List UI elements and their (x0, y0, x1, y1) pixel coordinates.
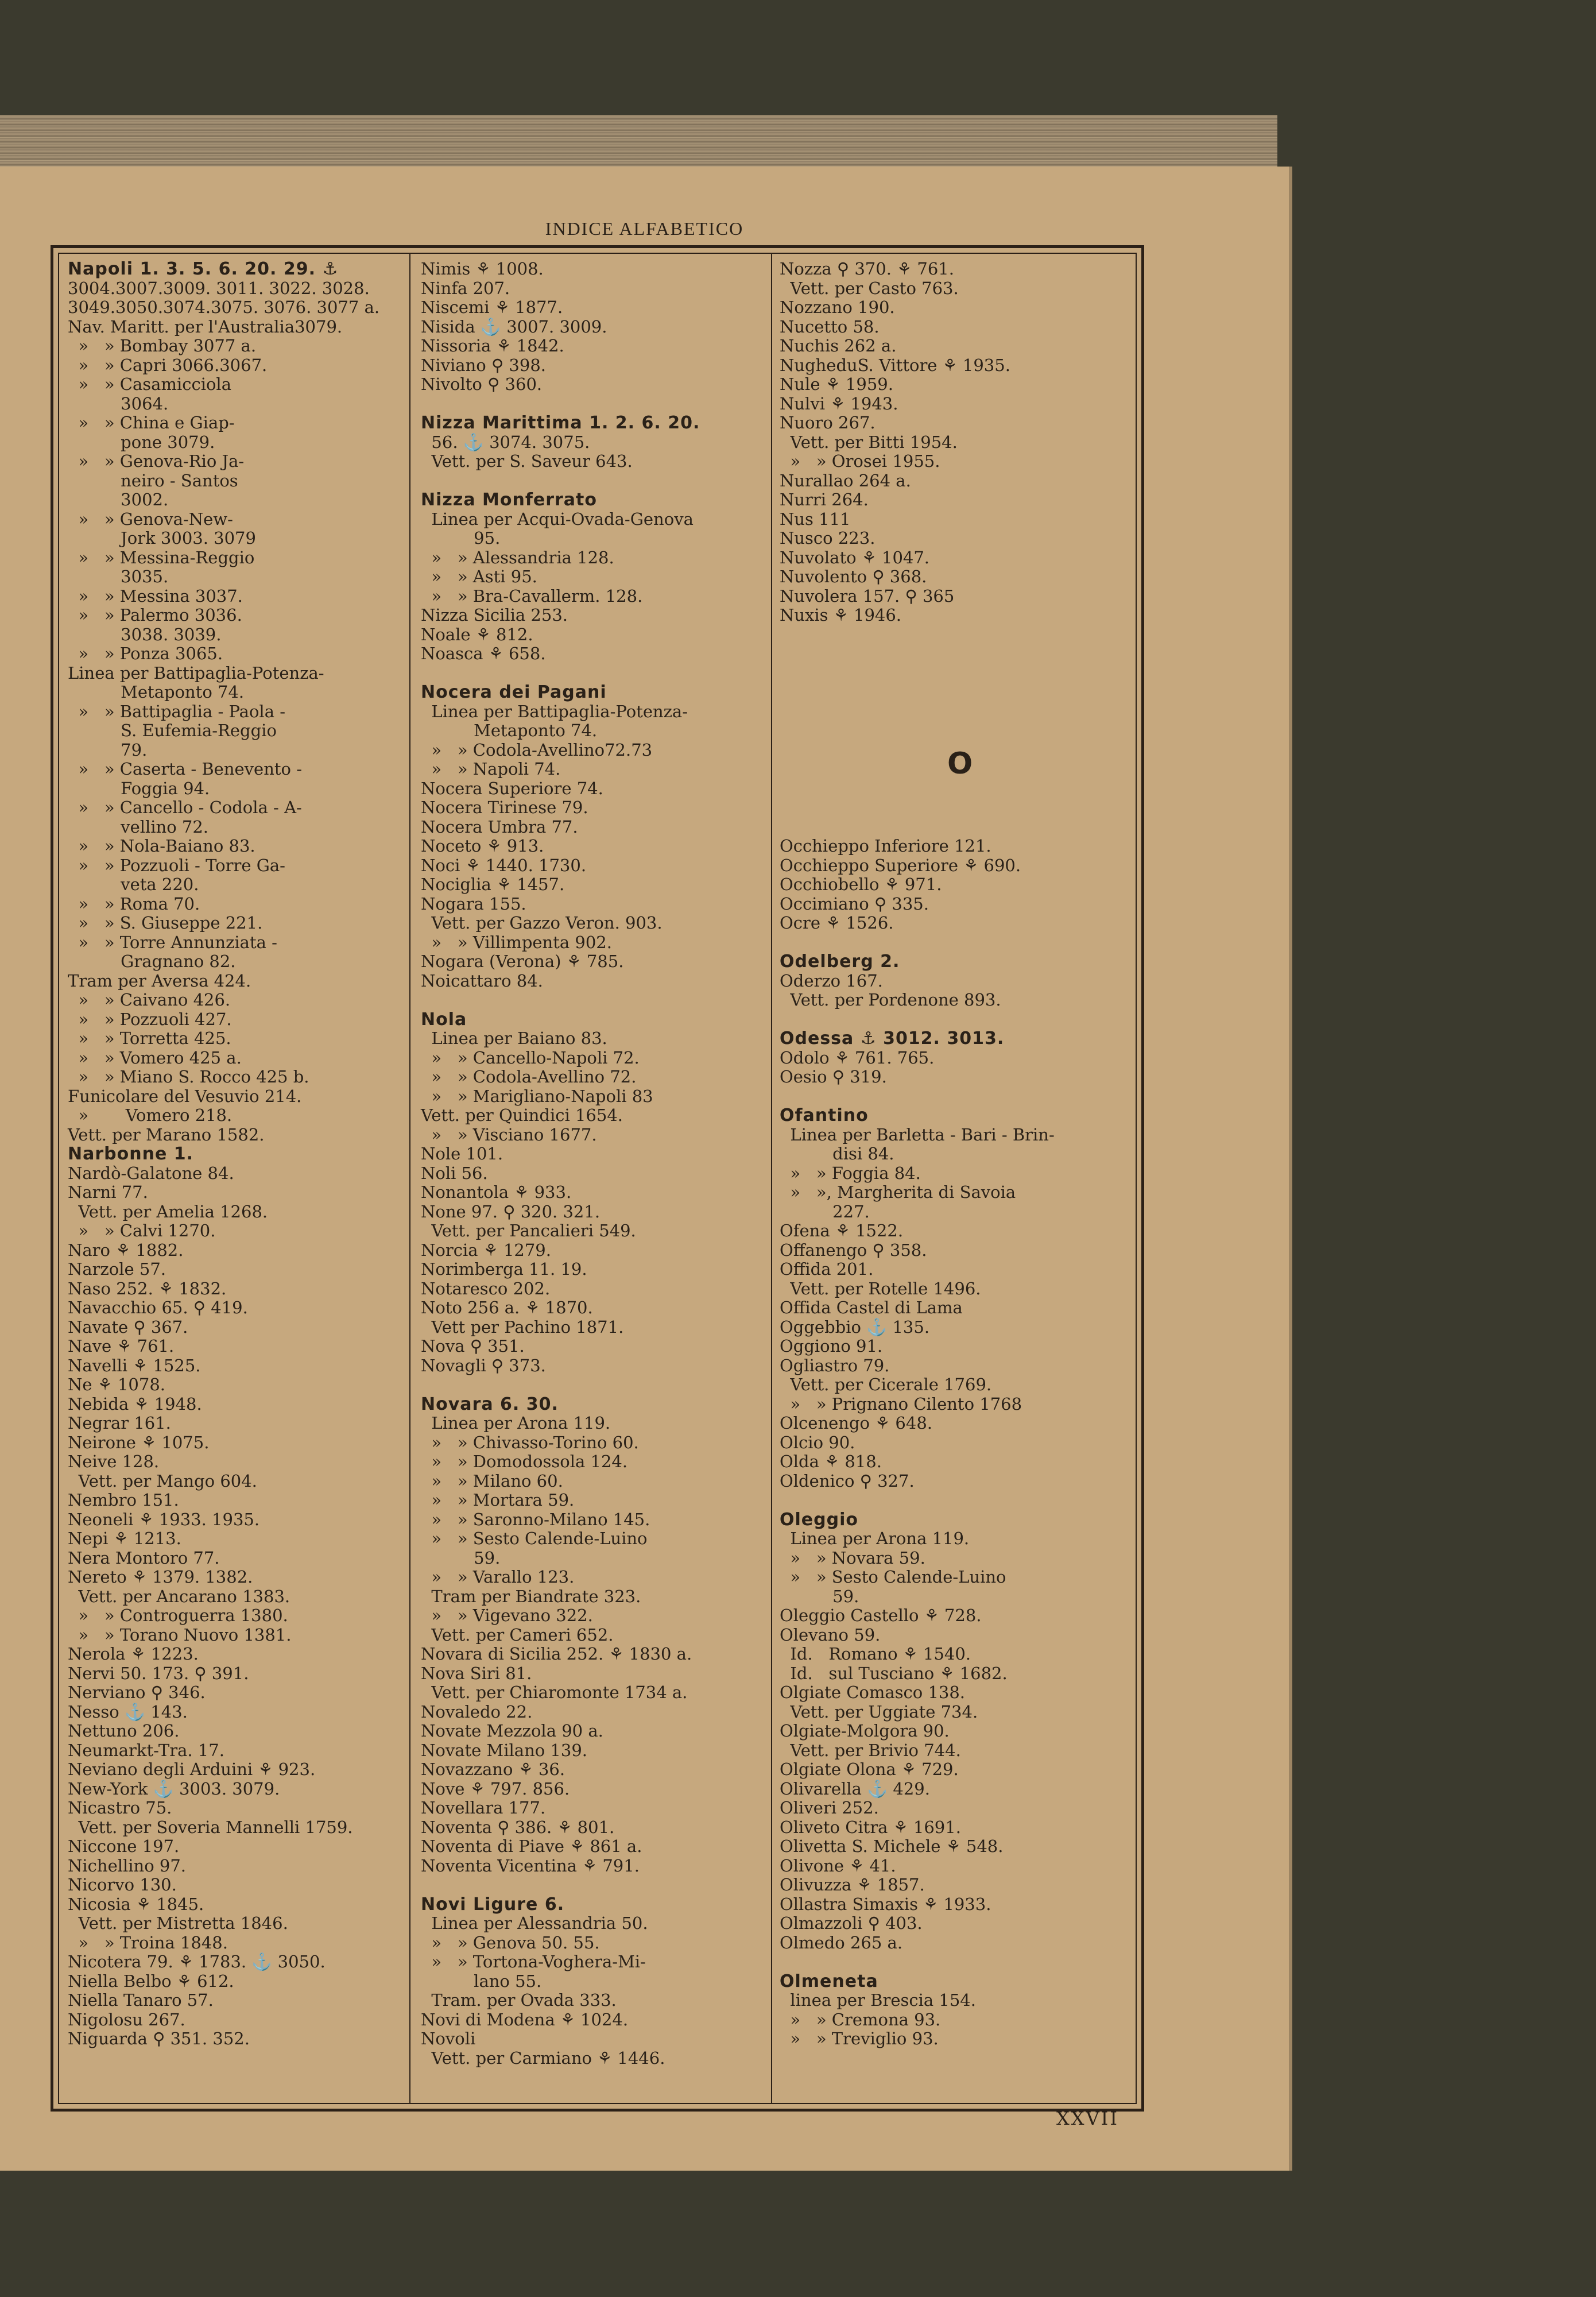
index-entry: Nigolosu 267. (68, 2009, 185, 2029)
index-entry: Tram per Aversa 424. (68, 970, 251, 991)
index-entry: Notaresco 202. (421, 1278, 551, 1298)
index-entry: » » Troina 1848. (68, 1932, 228, 1952)
index-entry: » » Torre Annunziata - (68, 932, 277, 952)
index-heading: Nola (421, 1009, 467, 1030)
index-entry: Nozzano 190. (780, 297, 895, 317)
index-entry: » » Saronno-Milano 145. (421, 1509, 650, 1529)
index-entry: » » Casamicciola (68, 374, 232, 394)
index-entry: » » Orosei 1955. (780, 451, 940, 471)
index-entry: Nuxis ⚘ 1946. (780, 605, 902, 625)
index-entry: Olevano 59. (780, 1625, 881, 1645)
index-entry: » » Chivasso-Torino 60. (421, 1432, 639, 1452)
index-entry: » » Bombay 3077 a. (68, 336, 257, 355)
index-entry: » » Capri 3066.3067. (68, 355, 268, 375)
index-entry: Occhieppo Superiore ⚘ 690. (780, 855, 1021, 875)
index-heading: Nizza Monferrato (421, 490, 598, 510)
index-entry: Vett. per Uggiate 734. (780, 1702, 978, 1722)
index-entry: Odolo ⚘ 761. 765. (780, 1047, 935, 1068)
index-entry: Offida 201. (780, 1259, 874, 1279)
index-entry: S. Eufemia-Reggio (68, 721, 277, 740)
index-entry: Nocera Tirinese 79. (421, 798, 588, 817)
index-heading: Ofantino (780, 1105, 869, 1126)
index-entry: Nocera Superiore 74. (421, 778, 603, 798)
index-entry: » » Genova 50. 55. (421, 1932, 600, 1952)
index-entry: 79. (68, 740, 148, 760)
index-entry: Vett. per Gazzo Veron. 903. (421, 913, 663, 933)
index-entry: Nervi 50. 173. ⚲ 391. (68, 1663, 249, 1683)
index-entry: Nova ⚲ 351. (421, 1336, 525, 1356)
index-entry: Nicastro 75. (68, 1798, 172, 1818)
index-entry: Nisida ⚓ 3007. 3009. (421, 316, 607, 337)
index-entry: Occimiano ⚲ 335. (780, 894, 929, 914)
index-entry: » » Sesto Calende-Luino (780, 1567, 1006, 1587)
index-entry: Vett. per Brivio 744. (780, 1740, 961, 1760)
index-entry: vellino 72. (68, 817, 209, 837)
index-entry: Vett. per Ancarano 1383. (68, 1586, 290, 1606)
index-entry (780, 1010, 1127, 1030)
index-heading: Odelberg 2. (780, 952, 900, 972)
index-entry: Vett. per Carmiano ⚘ 1446. (421, 2048, 665, 2068)
index-entry: lano 55. (421, 1971, 542, 1991)
index-entry: Olcenengo ⚘ 648. (780, 1413, 932, 1433)
index-entry: 3064. (68, 393, 169, 413)
index-entry: Novagli ⚲ 373. (421, 1355, 546, 1375)
page-edges (0, 115, 1277, 169)
index-entry: » » Nola-Baiano 83. (68, 836, 255, 856)
index-entry: Foggia 94. (68, 778, 210, 798)
index-entry: Ofena ⚘ 1522. (780, 1221, 904, 1240)
index-entry: Olmazzoli ⚲ 403. (780, 1913, 923, 1933)
index-entry (780, 779, 1127, 799)
index-entry: 3002. (68, 490, 169, 509)
index-entry (780, 625, 1127, 645)
index-entry: » » Pozzuoli - Torre Ga- (68, 855, 285, 875)
index-entry: NugheduS. Vittore ⚘ 1935. (780, 355, 1010, 375)
index-entry: pone 3079. (68, 432, 215, 452)
index-entry: Noasca ⚘ 658. (421, 644, 546, 663)
index-entry: Nivolto ⚲ 360. (421, 374, 543, 394)
index-entry (780, 721, 1127, 741)
index-entry: Navelli ⚘ 1525. (68, 1355, 201, 1375)
index-entry: Nuoro 267. (780, 413, 876, 432)
index-entry: Nimis ⚘ 1008. (421, 259, 544, 279)
index-heading: Novi Ligure 6. (421, 1894, 565, 1915)
index-entry: » » Domodossola 124. (421, 1452, 628, 1471)
index-entry: Metaponto 74. (68, 682, 245, 702)
index-entry: Novara di Sicilia 252. ⚘ 1830 a. (421, 1644, 692, 1664)
index-entry: Novi di Modena ⚘ 1024. (421, 2009, 629, 2029)
index-entry: » » Treviglio 93. (780, 2029, 939, 2048)
index-entry: Funicolare del Vesuvio 214. (68, 1086, 302, 1106)
index-entry: » » Vigevano 322. (421, 1606, 593, 1625)
index-entry: Nicosia ⚘ 1845. (68, 1894, 204, 1914)
index-entry: » » Cancello-Napoli 72. (421, 1047, 640, 1068)
index-entry: » » Battipaglia - Paola - (68, 701, 286, 721)
index-entry: Gragnano 82. (68, 952, 236, 971)
index-entry: Neoneli ⚘ 1933. 1935. (68, 1509, 260, 1529)
index-entry: Nichellino 97. (68, 1855, 187, 1876)
index-entry (780, 1491, 1127, 1510)
index-entry: Linea per Battipaglia-Potenza- (421, 701, 688, 721)
index-entry: Nule ⚘ 1959. (780, 374, 893, 394)
page-number: XXVII (1056, 2107, 1119, 2129)
index-entry: Narni 77. (68, 1182, 148, 1202)
index-entry: » » Villimpenta 902. (421, 932, 612, 952)
index-entry: Vett. per Pordenone 893. (780, 990, 1001, 1010)
index-entry: Nicotera 79. ⚘ 1783. ⚓ 3050. (68, 1952, 326, 1971)
index-entry: 95. (421, 528, 501, 548)
index-entry: Nucetto 58. (780, 316, 880, 337)
index-entry: Noli 56. (421, 1163, 488, 1183)
index-entry (421, 395, 765, 414)
index-entry: Id. Romano ⚘ 1540. (780, 1644, 971, 1664)
index-entry: » » Marigliano-Napoli 83 (421, 1086, 653, 1106)
index-entry: » » Torretta 425. (68, 1028, 231, 1048)
index-entry: Offanengo ⚲ 358. (780, 1240, 927, 1260)
index-entry (780, 1087, 1127, 1107)
index-entry: Oderzo 167. (780, 970, 883, 991)
index-entry: » » Genova-New- (68, 509, 233, 529)
index-entry: Novellara 177. (421, 1798, 546, 1818)
index-entry: » » China e Giap- (68, 413, 235, 432)
index-column-3 (780, 260, 1127, 2049)
index-entry: » » Miano S. Rocco 425 b. (68, 1067, 309, 1086)
index-entry (780, 702, 1127, 722)
index-entry: Nizza Sicilia 253. (421, 605, 568, 625)
index-entry: 3004.3007.3009. 3011. 3022. 3028. (68, 278, 370, 298)
index-entry: Nusco 223. (780, 528, 876, 548)
index-entry: Oggebbio ⚓ 135. (780, 1317, 930, 1337)
index-heading: Novara 6. 30. (421, 1394, 559, 1414)
column-divider (409, 254, 410, 2103)
index-entry: » » Cremona 93. (780, 2009, 941, 2029)
index-entry: Nereto ⚘ 1379. 1382. (68, 1567, 253, 1587)
index-entry: Vett. per S. Saveur 643. (421, 451, 633, 471)
index-entry: » » Palermo 3036. (68, 605, 242, 625)
index-column-1 (68, 260, 406, 2049)
index-entry: » » Ponza 3065. (68, 644, 223, 663)
index-entry: Novaledo 22. (421, 1702, 533, 1722)
index-entry: Olivone ⚘ 41. (780, 1855, 896, 1876)
index-entry: Olivuzza ⚘ 1857. (780, 1875, 925, 1894)
index-entry: Nus 111 (780, 509, 851, 529)
index-entry: Vett. per Mistretta 1846. (68, 1913, 288, 1933)
index-entry: » » Codola-Avellino 72. (421, 1067, 637, 1086)
index-entry: Nurri 264. (780, 490, 869, 509)
index-entry: None 97. ⚲ 320. 321. (421, 1201, 601, 1221)
index-entry: Vett. per Quindici 1654. (421, 1105, 623, 1125)
index-entry: Niella Belbo ⚘ 612. (68, 1971, 234, 1991)
index-entry: 56. ⚓ 3074. 3075. (421, 432, 590, 452)
index-entry: veta 220. (68, 875, 199, 894)
index-entry: Vett. per Mango 604. (68, 1471, 257, 1491)
index-entry: » » Controguerra 1380. (68, 1606, 288, 1625)
index-entry: Novoli (421, 2029, 476, 2048)
index-entry: Neirone ⚘ 1075. (68, 1432, 210, 1452)
index-entry: Oesio ⚲ 319. (780, 1067, 887, 1086)
index-entry: » » Torano Nuovo 1381. (68, 1625, 292, 1645)
index-entry (421, 991, 765, 1010)
index-entry: » » Cancello - Codola - A- (68, 798, 302, 817)
index-heading: Napoli 1. 3. 5. 6. 20. 29. ⚓ (68, 259, 339, 279)
index-entry: Nuchis 262 a. (780, 336, 897, 355)
index-entry: Novate Mezzola 90 a. (421, 1721, 603, 1741)
index-entry: Nocera Umbra 77. (421, 817, 578, 837)
index-entry: Norimberga 11. 19. (421, 1259, 587, 1279)
index-entry: 3049.3050.3074.3075. 3076. 3077 a. (68, 297, 380, 317)
index-entry: » » Caivano 426. (68, 990, 231, 1010)
index-entry: Olivetta S. Michele ⚘ 548. (780, 1836, 1004, 1856)
index-entry: Vett per Pachino 1871. (421, 1317, 624, 1337)
index-entry: » » Alessandria 128. (421, 547, 614, 567)
index-entry: 59. (421, 1548, 501, 1568)
index-entry: » » Messina-Reggio (68, 547, 255, 567)
index-entry: Olcio 90. (780, 1432, 855, 1452)
index-heading: Narbonne 1. (68, 1144, 194, 1164)
index-entry: » » Varallo 123. (421, 1567, 575, 1587)
index-entry: Nonantola ⚘ 933. (421, 1182, 572, 1202)
index-entry: » » Sesto Calende-Luino (421, 1529, 648, 1548)
index-entry: Nicorvo 130. (68, 1875, 177, 1894)
index-entry: 227. (780, 1201, 870, 1221)
index-entry (780, 933, 1127, 953)
index-entry: » » Milano 60. (421, 1471, 563, 1491)
index-entry: Novate Milano 139. (421, 1740, 587, 1760)
index-entry: » » Visciano 1677. (421, 1124, 597, 1144)
index-entry: » » Messina 3037. (68, 586, 243, 606)
index-entry: Novazzano ⚘ 36. (421, 1760, 565, 1779)
index-entry: Vett. per Chiaromonte 1734 a. (421, 1683, 688, 1702)
index-entry: Noci ⚘ 1440. 1730. (421, 855, 587, 875)
index-entry: Nurallao 264 a. (780, 470, 911, 490)
index-entry (421, 664, 765, 683)
index-entry: Navate ⚲ 367. (68, 1317, 188, 1337)
index-entry: Olgiate Comasco 138. (780, 1683, 966, 1702)
index-entry: Ne ⚘ 1078. (68, 1375, 165, 1394)
index-entry: Oliveri 252. (780, 1798, 879, 1818)
index-entry: Noventa ⚲ 386. ⚘ 801. (421, 1817, 615, 1837)
index-entry: 3038. 3039. (68, 624, 222, 644)
index-entry: » » Tortona-Voghera-Mi- (421, 1952, 646, 1971)
index-entry: Nav. Maritt. per l'Australia3079. (68, 316, 343, 337)
index-entry: Vett. per Amelia 1268. (68, 1201, 268, 1221)
index-entry: Oldenico ⚲ 327. (780, 1471, 915, 1491)
index-entry (780, 664, 1127, 683)
index-entry: Linea per Arona 119. (421, 1413, 611, 1433)
index-entry: Offida Castel di Lama (780, 1298, 963, 1317)
index-entry: Olivarella ⚓ 429. (780, 1778, 930, 1799)
index-entry: » » Prignano Cilento 1768 (780, 1394, 1022, 1414)
index-entry: » » S. Giuseppe 221. (68, 913, 263, 933)
index-heading: Odessa ⚓ 3012. 3013. (780, 1028, 1005, 1049)
index-entry: Tram. per Ovada 333. (421, 1990, 617, 2010)
index-entry: Ninfa 207. (421, 278, 510, 298)
index-entry: Nove ⚘ 797. 856. (421, 1778, 570, 1799)
index-frame (51, 245, 1144, 2112)
index-entry: Linea per Acqui-Ovada-Genova (421, 509, 694, 529)
index-entry: Niccone 197. (68, 1836, 180, 1856)
index-entry: Niscemi ⚘ 1877. (421, 297, 563, 317)
index-entry: » » Bra-Cavallerm. 128. (421, 586, 643, 606)
index-entry: Noicattaro 84. (421, 970, 543, 991)
index-entry: New-York ⚓ 3003. 3079. (68, 1778, 280, 1799)
index-entry: Nera Montoro 77. (68, 1548, 220, 1568)
index-column-2 (421, 260, 765, 2068)
index-entry: Noto 256 a. ⚘ 1870. (421, 1298, 593, 1317)
index-entry: Nociglia ⚘ 1457. (421, 875, 565, 894)
index-entry: Olda ⚘ 818. (780, 1452, 882, 1471)
index-entry: Occhiobello ⚘ 971. (780, 875, 942, 894)
index-entry: Nuvolera 157. ⚲ 365 (780, 586, 955, 606)
index-entry: Nesso ⚓ 143. (68, 1702, 188, 1722)
index-entry: » » Asti 95. (421, 567, 537, 586)
index-entry: Nardò-Galatone 84. (68, 1163, 234, 1183)
index-entry: Nuvolento ⚲ 368. (780, 567, 927, 586)
index-entry: Nova Siri 81. (421, 1663, 532, 1683)
index-entry: Ocre ⚘ 1526. (780, 913, 894, 933)
index-entry: Linea per Arona 119. (780, 1529, 970, 1548)
index-heading: Olmeneta (780, 1971, 878, 1991)
index-entry: Niella Tanaro 57. (68, 1990, 214, 2010)
index-entry: Vett. per Bitti 1954. (780, 432, 958, 452)
index-heading: Nizza Marittima 1. 2. 6. 20. (421, 413, 700, 433)
index-entry: Nave ⚘ 761. (68, 1336, 175, 1356)
index-entry: Tram per Biandrate 323. (421, 1586, 641, 1606)
index-entry: 3035. (68, 567, 169, 586)
index-entry: Id. sul Tusciano ⚘ 1682. (780, 1663, 1008, 1683)
index-entry: Linea per Baiano 83. (421, 1028, 607, 1048)
index-entry: Olgiate Olona ⚘ 729. (780, 1760, 959, 1779)
index-entry: Linea per Barletta - Bari - Brin- (780, 1124, 1055, 1144)
index-entry: » » Vomero 425 a. (68, 1047, 242, 1068)
index-entry: Nebida ⚘ 1948. (68, 1394, 202, 1414)
index-entry: Nissoria ⚘ 1842. (421, 336, 564, 355)
index-entry (780, 683, 1127, 702)
index-entry (421, 471, 765, 491)
index-entry: » » Foggia 84. (780, 1163, 921, 1183)
index-entry: neiro - Santos (68, 470, 238, 490)
index-entry: Neumarkt-Tra. 17. (68, 1740, 224, 1760)
index-entry: Jork 3003. 3079 (68, 528, 256, 548)
index-entry: » » Pozzuoli 427. (68, 1009, 232, 1029)
index-entry: » » Calvi 1270. (68, 1221, 216, 1240)
index-entry: Narzole 57. (68, 1259, 166, 1279)
index-entry: Niguarda ⚲ 351. 352. (68, 2029, 250, 2048)
index-entry (780, 644, 1127, 664)
index-entry: Oleggio Castello ⚘ 728. (780, 1606, 982, 1625)
index-entry: » » Mortara 59. (421, 1490, 575, 1510)
index-entry: Naso 252. ⚘ 1832. (68, 1278, 227, 1298)
index-entry: » » Codola-Avellino72.73 (421, 740, 653, 760)
index-entry: Olmedo 265 a. (780, 1932, 903, 1952)
index-entry: Vett. per Casto 763. (780, 278, 959, 298)
index-entry: » » Napoli 74. (421, 759, 561, 779)
index-entry: » Vomero 218. (68, 1105, 233, 1125)
index-entry: Linea per Battipaglia-Potenza- (68, 663, 324, 683)
index-entry: Oggiono 91. (780, 1336, 883, 1356)
index-entry: » », Margherita di Savoia (780, 1182, 1016, 1202)
index-entry: Vett. per Marano 1582. (68, 1124, 265, 1144)
index-entry (421, 1876, 765, 1895)
index-entry: Olgiate-Molgora 90. (780, 1721, 950, 1741)
index-entry: » » Genova-Rio Ja- (68, 451, 245, 471)
index-entry: Naro ⚘ 1882. (68, 1240, 184, 1260)
index-entry: Nozza ⚲ 370. ⚘ 761. (780, 259, 954, 279)
index-entry (780, 1952, 1127, 1972)
index-entry: Oliveto Citra ⚘ 1691. (780, 1817, 961, 1837)
index-entry: 59. (780, 1586, 859, 1606)
page-header: INDICE ALFABETICO (545, 218, 744, 239)
index-entry: Ollastra Simaxis ⚘ 1933. (780, 1894, 991, 1914)
index-entry: Nogara (Verona) ⚘ 785. (421, 952, 624, 971)
index-entry: Nole 101. (421, 1144, 503, 1163)
section-letter: O (947, 747, 973, 781)
index-entry (421, 1375, 765, 1395)
index-entry: Occhieppo Inferiore 121. (780, 836, 991, 856)
index-entry: Neive 128. (68, 1452, 160, 1471)
index-entry: Nogara 155. (421, 894, 526, 914)
index-entry: Linea per Alessandria 50. (421, 1913, 648, 1933)
index-entry: Vett. per Cameri 652. (421, 1625, 614, 1645)
index-heading: Oleggio (780, 1509, 858, 1530)
index-entry: Nerola ⚘ 1223. (68, 1644, 199, 1664)
index-entry: Negrar 161. (68, 1413, 171, 1433)
index-entry: Vett. per Rotelle 1496. (780, 1278, 981, 1298)
index-entry: Norcia ⚘ 1279. (421, 1240, 551, 1260)
index-entry: Navacchio 65. ⚲ 419. (68, 1298, 248, 1317)
index-entry: Ogliastro 79. (780, 1355, 890, 1375)
column-divider (771, 254, 772, 2103)
index-entry: Noale ⚘ 812. (421, 624, 533, 644)
index-entry: Nettuno 206. (68, 1721, 180, 1741)
index-entry: » » Caserta - Benevento - (68, 759, 303, 779)
index-entry: linea per Brescia 154. (780, 1990, 976, 2010)
index-entry: Nuvolato ⚘ 1047. (780, 547, 930, 567)
index-entry: Nerviano ⚲ 346. (68, 1683, 206, 1702)
index-entry: Nulvi ⚘ 1943. (780, 393, 898, 413)
index-entry: » » Roma 70. (68, 894, 200, 914)
index-entry: Vett. per Pancalieri 549. (421, 1221, 636, 1240)
index-entry: disi 84. (780, 1144, 894, 1163)
index-entry (780, 818, 1127, 837)
index-entry: Noventa Vicentina ⚘ 791. (421, 1855, 640, 1876)
index-heading: Nocera dei Pagani (421, 682, 607, 702)
index-entry: Vett. per Soveria Mannelli 1759. (68, 1817, 353, 1837)
index-entry (780, 798, 1127, 818)
index-entry: Noventa di Piave ⚘ 861 a. (421, 1836, 642, 1856)
index-entry: Vett. per Cicerale 1769. (780, 1375, 992, 1394)
index-entry: Noceto ⚘ 913. (421, 836, 544, 856)
index-entry: Nembro 151. (68, 1490, 179, 1510)
index-entry: Nepi ⚘ 1213. (68, 1529, 181, 1548)
index-entry: Niviano ⚲ 398. (421, 355, 546, 375)
index-entry: Metaponto 74. (421, 721, 598, 740)
index-entry: » » Novara 59. (780, 1548, 925, 1568)
index-entry: Neviano degli Arduini ⚘ 923. (68, 1760, 316, 1779)
